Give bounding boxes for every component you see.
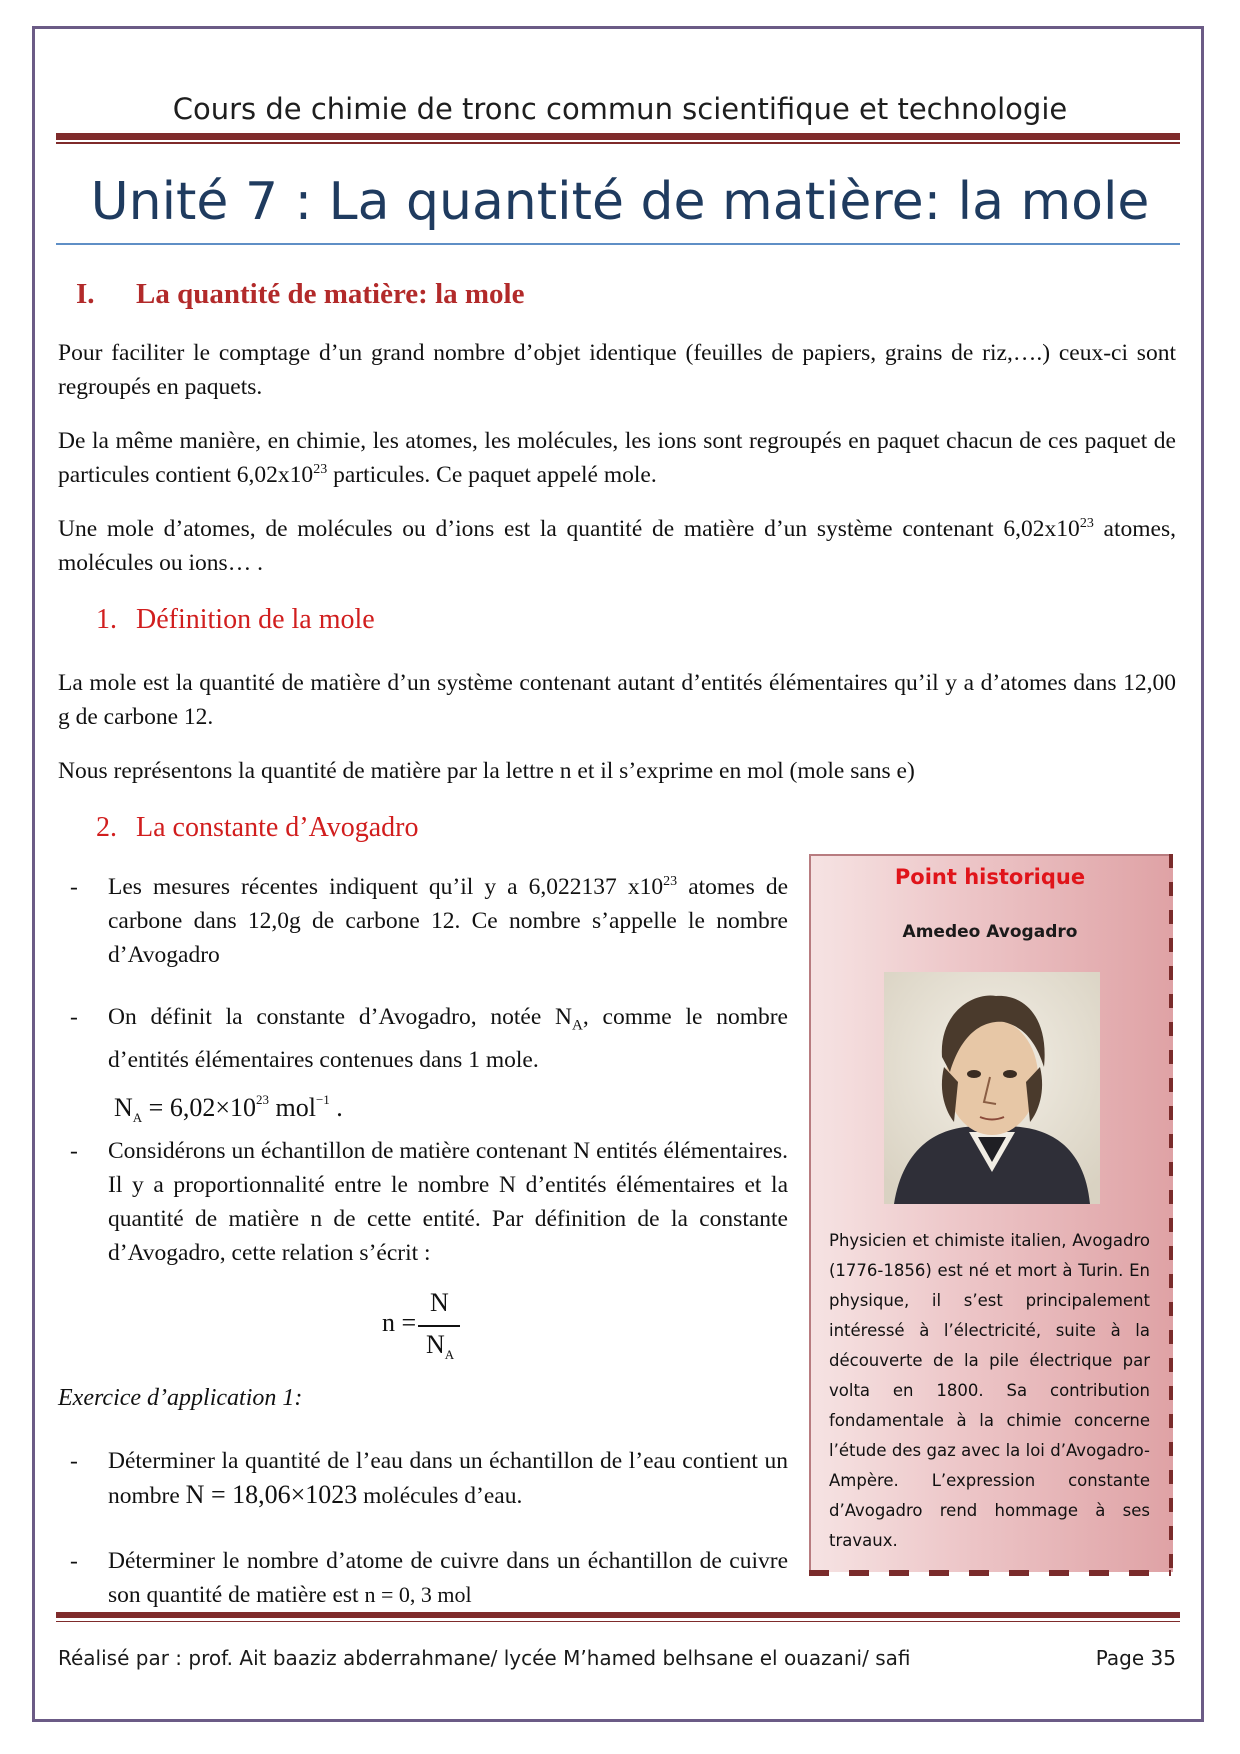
- footer-rule-thin: [56, 1621, 1180, 1622]
- exercise-question-1: - Déterminer la quantité de l’eau dans un échantillon de l’eau contient un nombre N = 18,06×1023 molécules d’eau.: [70, 1448, 788, 1509]
- header-rule-thick: [56, 133, 1180, 140]
- sidebar-title: Point historique: [894, 865, 1086, 889]
- fraction-bar: [418, 1325, 460, 1327]
- sidebar-subtitle: Amedeo Avogadro: [902, 922, 1078, 942]
- fraction-numerator: N: [430, 1288, 449, 1317]
- fraction-denominator: $N_A$: [426, 1330, 455, 1362]
- formula-avogadro-constant: $N_A = 6,02\times 10^{23}$ mol$^{-1}$ .: [114, 1091, 343, 1125]
- exercise-title: Exercice d’application 1:: [58, 1385, 303, 1411]
- bullet-avogadro-number: - Les mesures récentes indiquent qu’il y a 6,022137 $x10^{23}$ atomes de carbone dans 12,0g de carbone 12. Ce nombre s’appelle le nombre d’Avogadro: [70, 874, 788, 968]
- subsection-heading-2: 2. La constante d’Avogadro: [96, 812, 419, 843]
- paragraph-mole-definition-intro: Une mole d’atomes, de molécules ou d’ions est la quantité de matière d’un système contenant $6,02x10^{23}$ atomes, molécules ou ions… .: [58, 516, 1176, 576]
- page-number: Page 35: [1095, 1646, 1176, 1670]
- section-heading-1: [76, 278, 524, 311]
- paragraph-mole-unit: Nous représentons la quantité de matière par la lettre n et il s’exprime en mol (mole sans e): [58, 758, 915, 784]
- sidebar-biography: Physicien et chimiste italien, Avogadro (1776-1856) est né et mort à Turin. En physique, il s’est principalement intéressé à l’électricité, suite à la découverte de la pile électrique par volta en 1800. Sa contribution fondamentale à la chimie concerne l’étude des gaz avec la loi d’Avogadro-Ampère. L’expression constante d’Avogadro rend hommage à ses travaux.: [829, 1231, 1150, 1550]
- paragraph-chemistry-packets: De la même manière, en chimie, les atomes, les molécules, les ions sont regroupés en paquet chacun de ces paquet de particules contient $6,02x10^{23}$ particules. Ce paquet appelé mole.: [58, 428, 1176, 488]
- sidebar-dashed-border-right: [1169, 854, 1173, 1570]
- paragraph-counting: Pour faciliter le comptage d’un grand nombre d’objet identique (feuilles de papiers, grains de riz,….) ceux-ci sont regroupés en paquets.: [58, 340, 1176, 400]
- section-title: La quantité de matière: la mole: [136, 278, 525, 310]
- paragraph-mole-definition: La mole est la quantité de matière d’un système contenant autant d’entités élémentaires qu’il y a d’atomes dans 12,00 g de carbone 12.: [58, 670, 1176, 730]
- course-header: Cours de chimie de tronc commun scientifique et technologie: [172, 92, 1068, 126]
- bullet-avogadro-constant: - On définit la constante d’Avogadro, notée $N_A$, comme le nombre d’entités élémentaires contenues dans 1 mole. $N_A = 6,02\times 10^{23}$ mol$^{-1}$ .: [58, 1000, 788, 1135]
- title-underline: [56, 243, 1180, 245]
- footer-author: Réalisé par : prof. Ait baaziz abderrahmane/ lycée M’hamed belhsane el ouazani/ safi: [58, 1646, 911, 1670]
- exercise-question-2: - Déterminer le nombre d’atome de cuivre dans un échantillon de cuivre son quantité de matière est n = 0, 3 mol: [70, 1548, 788, 1608]
- portrait-icon: [884, 972, 1100, 1204]
- page-title: Unité 7 : La quantité de matière: la mole: [90, 172, 1150, 232]
- section-number: I.: [76, 278, 95, 310]
- footer-rule-thick: [56, 1612, 1180, 1618]
- subsection-heading-1: 1. Définition de la mole: [96, 604, 375, 635]
- header-rule-thin: [56, 142, 1180, 144]
- sidebar-dashed-border-bottom: [809, 1570, 1171, 1576]
- fraction-lhs: n =: [382, 1308, 417, 1337]
- bullet-proportionality: - Considérons un échantillon de matière contenant N entités élémentaires. Il y a proportionnalité entre le nombre N d’entités élémentaires et la quantité de matière n de cette entité. Par définition de la constante d’Avogadro, cette relation s’écrit :: [70, 1138, 788, 1266]
